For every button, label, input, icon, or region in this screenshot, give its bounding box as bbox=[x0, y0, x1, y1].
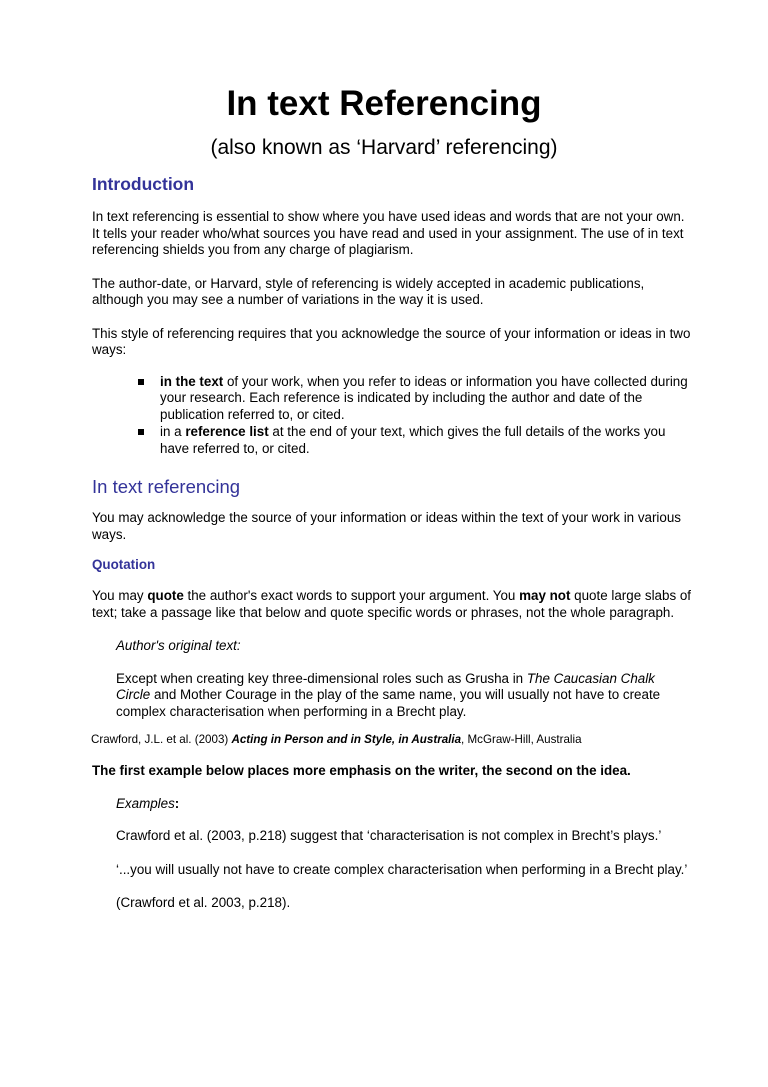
text-run: Except when creating key three-dimensional roles such as Grusha in bbox=[116, 670, 527, 686]
italic-run: Examples bbox=[116, 795, 175, 811]
list-item bbox=[160, 374, 692, 424]
section-paragraph: You may acknowledge the source of your information or ideas within the text of your work in various ways. bbox=[92, 510, 681, 542]
list-item bbox=[160, 424, 692, 457]
emphasis-note bbox=[92, 763, 692, 780]
bullet-text: at the end of your text, which gives the full details of the works you have referred to, or cited. bbox=[160, 424, 666, 456]
bold-run: quote bbox=[147, 588, 184, 603]
intro-paragraph-2: The author-date, or Harvard, style of referencing is widely accepted in academic publications, although you may see a number of variations in the way it is used. bbox=[92, 275, 645, 307]
examples-label bbox=[92, 796, 692, 813]
document-body bbox=[92, 172, 692, 929]
introduction-heading: Introduction bbox=[92, 174, 195, 194]
original-text-label: Author's original text: bbox=[116, 638, 241, 653]
text-run: , McGraw-Hill, Australia bbox=[461, 733, 582, 746]
example-2: ‘...you will usually not have to create complex characterisation when performing in a Brecht play.’ bbox=[116, 861, 688, 877]
bold-run: The first example below places more emphasis on the writer, the second on the idea. bbox=[92, 763, 631, 778]
bullet-bold-text: reference list bbox=[185, 424, 269, 439]
intro-paragraph-1: In text referencing is essential to show where you have used ideas and words that are not your own. It tells your reader who/what sources you have read and used in your assignment. The use of in text referencing shields you from any charge of plagiarism. bbox=[92, 209, 685, 257]
page-title: In text Referencing bbox=[226, 84, 542, 123]
book-title: Acting in Person and in Style, in Australia bbox=[231, 733, 462, 746]
page-subtitle: (also known as ‘Harvard’ referencing) bbox=[210, 136, 558, 159]
bold-run: may not bbox=[519, 588, 571, 603]
bullet-text: of your work, when you refer to ideas or information you have collected during your research. Each reference is indicated by including the author and date of the publication referred to, or cited. bbox=[160, 373, 688, 422]
bullet-text-pre: in a bbox=[160, 424, 186, 439]
intro-paragraph-3: This style of referencing requires that you acknowledge the source of your information or ideas in two ways: bbox=[92, 325, 691, 357]
example-1: Crawford et al. (2003, p.218) suggest that ‘characterisation is not complex in Brecht’s plays.’ bbox=[116, 828, 662, 843]
square-bullet-icon bbox=[138, 379, 144, 385]
quotation-heading: Quotation bbox=[92, 557, 156, 572]
text-run: You may bbox=[92, 588, 148, 603]
square-bullet-icon bbox=[138, 429, 144, 435]
bullet-bold-text: in the text bbox=[160, 373, 224, 389]
text-run: the author's exact words to support your argument. You bbox=[183, 588, 520, 603]
quotation-paragraph bbox=[92, 588, 692, 621]
bold-run: : bbox=[174, 795, 180, 811]
text-run: quote large slabs of text; take a passage like that below and quote specific words or phrases, not the whole paragraph. bbox=[92, 588, 692, 620]
italic-run: The Caucasian Chalk Circle bbox=[116, 670, 655, 702]
example-3: (Crawford et al. 2003, p.218). bbox=[116, 895, 291, 910]
citation bbox=[91, 732, 692, 747]
in-text-referencing-heading: In text referencing bbox=[92, 476, 241, 497]
text-run: and Mother Courage in the play of the same name, you will usually not have to create complex characterisation when performing in a Brecht play. bbox=[116, 687, 661, 719]
reference-ways-list bbox=[92, 374, 692, 458]
original-text-quote bbox=[92, 671, 692, 721]
text-run: Crawford, J.L. et al. (2003) bbox=[91, 733, 232, 746]
